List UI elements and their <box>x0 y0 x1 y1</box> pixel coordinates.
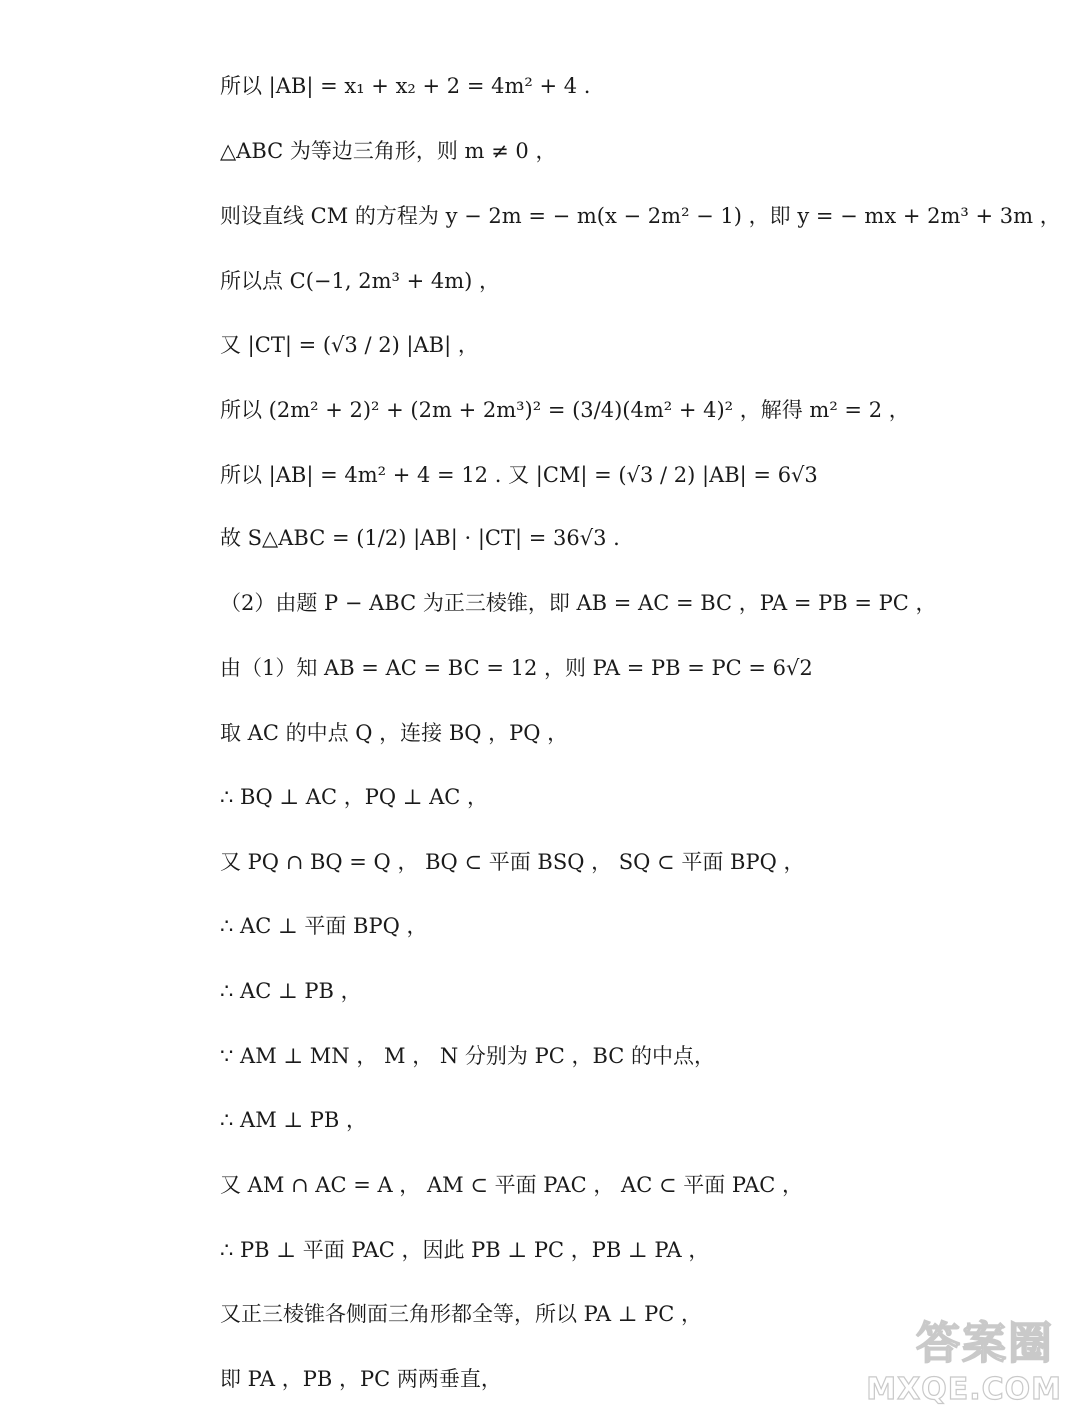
text-line-19: ∴ PB ⊥ 平面 PAC ，因此 PB ⊥ PC ，PB ⊥ PA ， <box>220 1238 710 1262</box>
text-line-6: 所以 (2m² + 2)² + (2m + 2m³)² = (3/4)(4m² + 4)² ，解得 m² = 2 ， <box>220 398 910 422</box>
text-line-4: 所以点 C(−1, 2m³ + 4m) ， <box>220 269 501 293</box>
watermark-en: MXQE.COM <box>866 1372 1062 1407</box>
text-line-7: 所以 |AB| = 4m² + 4 = 12 . 又 |CM| = (√3 / 2) |AB| = 6√3 <box>220 463 818 487</box>
watermark-logo <box>866 1307 1062 1407</box>
text-line-5: 又 |CT| = (√3 / 2) |AB| ， <box>220 333 479 357</box>
text-line-17: ∴ AM ⊥ PB ， <box>220 1108 368 1132</box>
text-line-9: （2）由题 P − ABC 为正三棱锥，即 AB = AC = BC ，PA = PB = PC ， <box>220 591 937 615</box>
text-line-10: 由（1）知 AB = AC = BC = 12 ，则 PA = PB = PC = 6√2 <box>220 656 813 680</box>
text-line-1: 所以 |AB| = x₁ + x₂ + 2 = 4m² + 4 . <box>220 74 591 98</box>
text-line-14: ∴ AC ⊥ 平面 BPQ ， <box>220 914 428 938</box>
text-line-11: 取 AC 的中点 Q ，连接 BQ ，PQ ， <box>220 721 569 745</box>
text-line-12: ∴ BQ ⊥ AC ，PQ ⊥ AC ， <box>220 785 489 809</box>
text-line-3: 则设直线 CM 的方程为 y − 2m = − m(x − 2m² − 1) ，即 y = − mx + 2m³ + 3m ， <box>220 204 1061 228</box>
text-line-8: 故 S△ABC = (1/2) |AB| · |CT| = 36√3 . <box>220 526 620 550</box>
text-line-15: ∴ AC ⊥ PB ， <box>220 979 362 1003</box>
text-line-20: 又正三棱锥各侧面三角形都全等，所以 PA ⊥ PC ， <box>220 1302 703 1326</box>
text-line-18: 又 AM ∩ AC = A ， AM ⊂ 平面 PAC ， AC ⊂ 平面 PAC ， <box>220 1173 804 1197</box>
text-line-2: △ABC 为等边三角形，则 m ≠ 0 ， <box>220 139 557 163</box>
text-line-21: 即 PA ，PB ，PC 两两垂直， <box>220 1367 502 1391</box>
text-line-13: 又 PQ ∩ BQ = Q ， BQ ⊂ 平面 BSQ ， SQ ⊂ 平面 BPQ ， <box>220 850 805 874</box>
watermark-cn: 答案圈 <box>916 1318 1054 1369</box>
text-line-16: ∵ AM ⊥ MN ， M ， N 分别为 PC ，BC 的中点， <box>220 1044 716 1068</box>
